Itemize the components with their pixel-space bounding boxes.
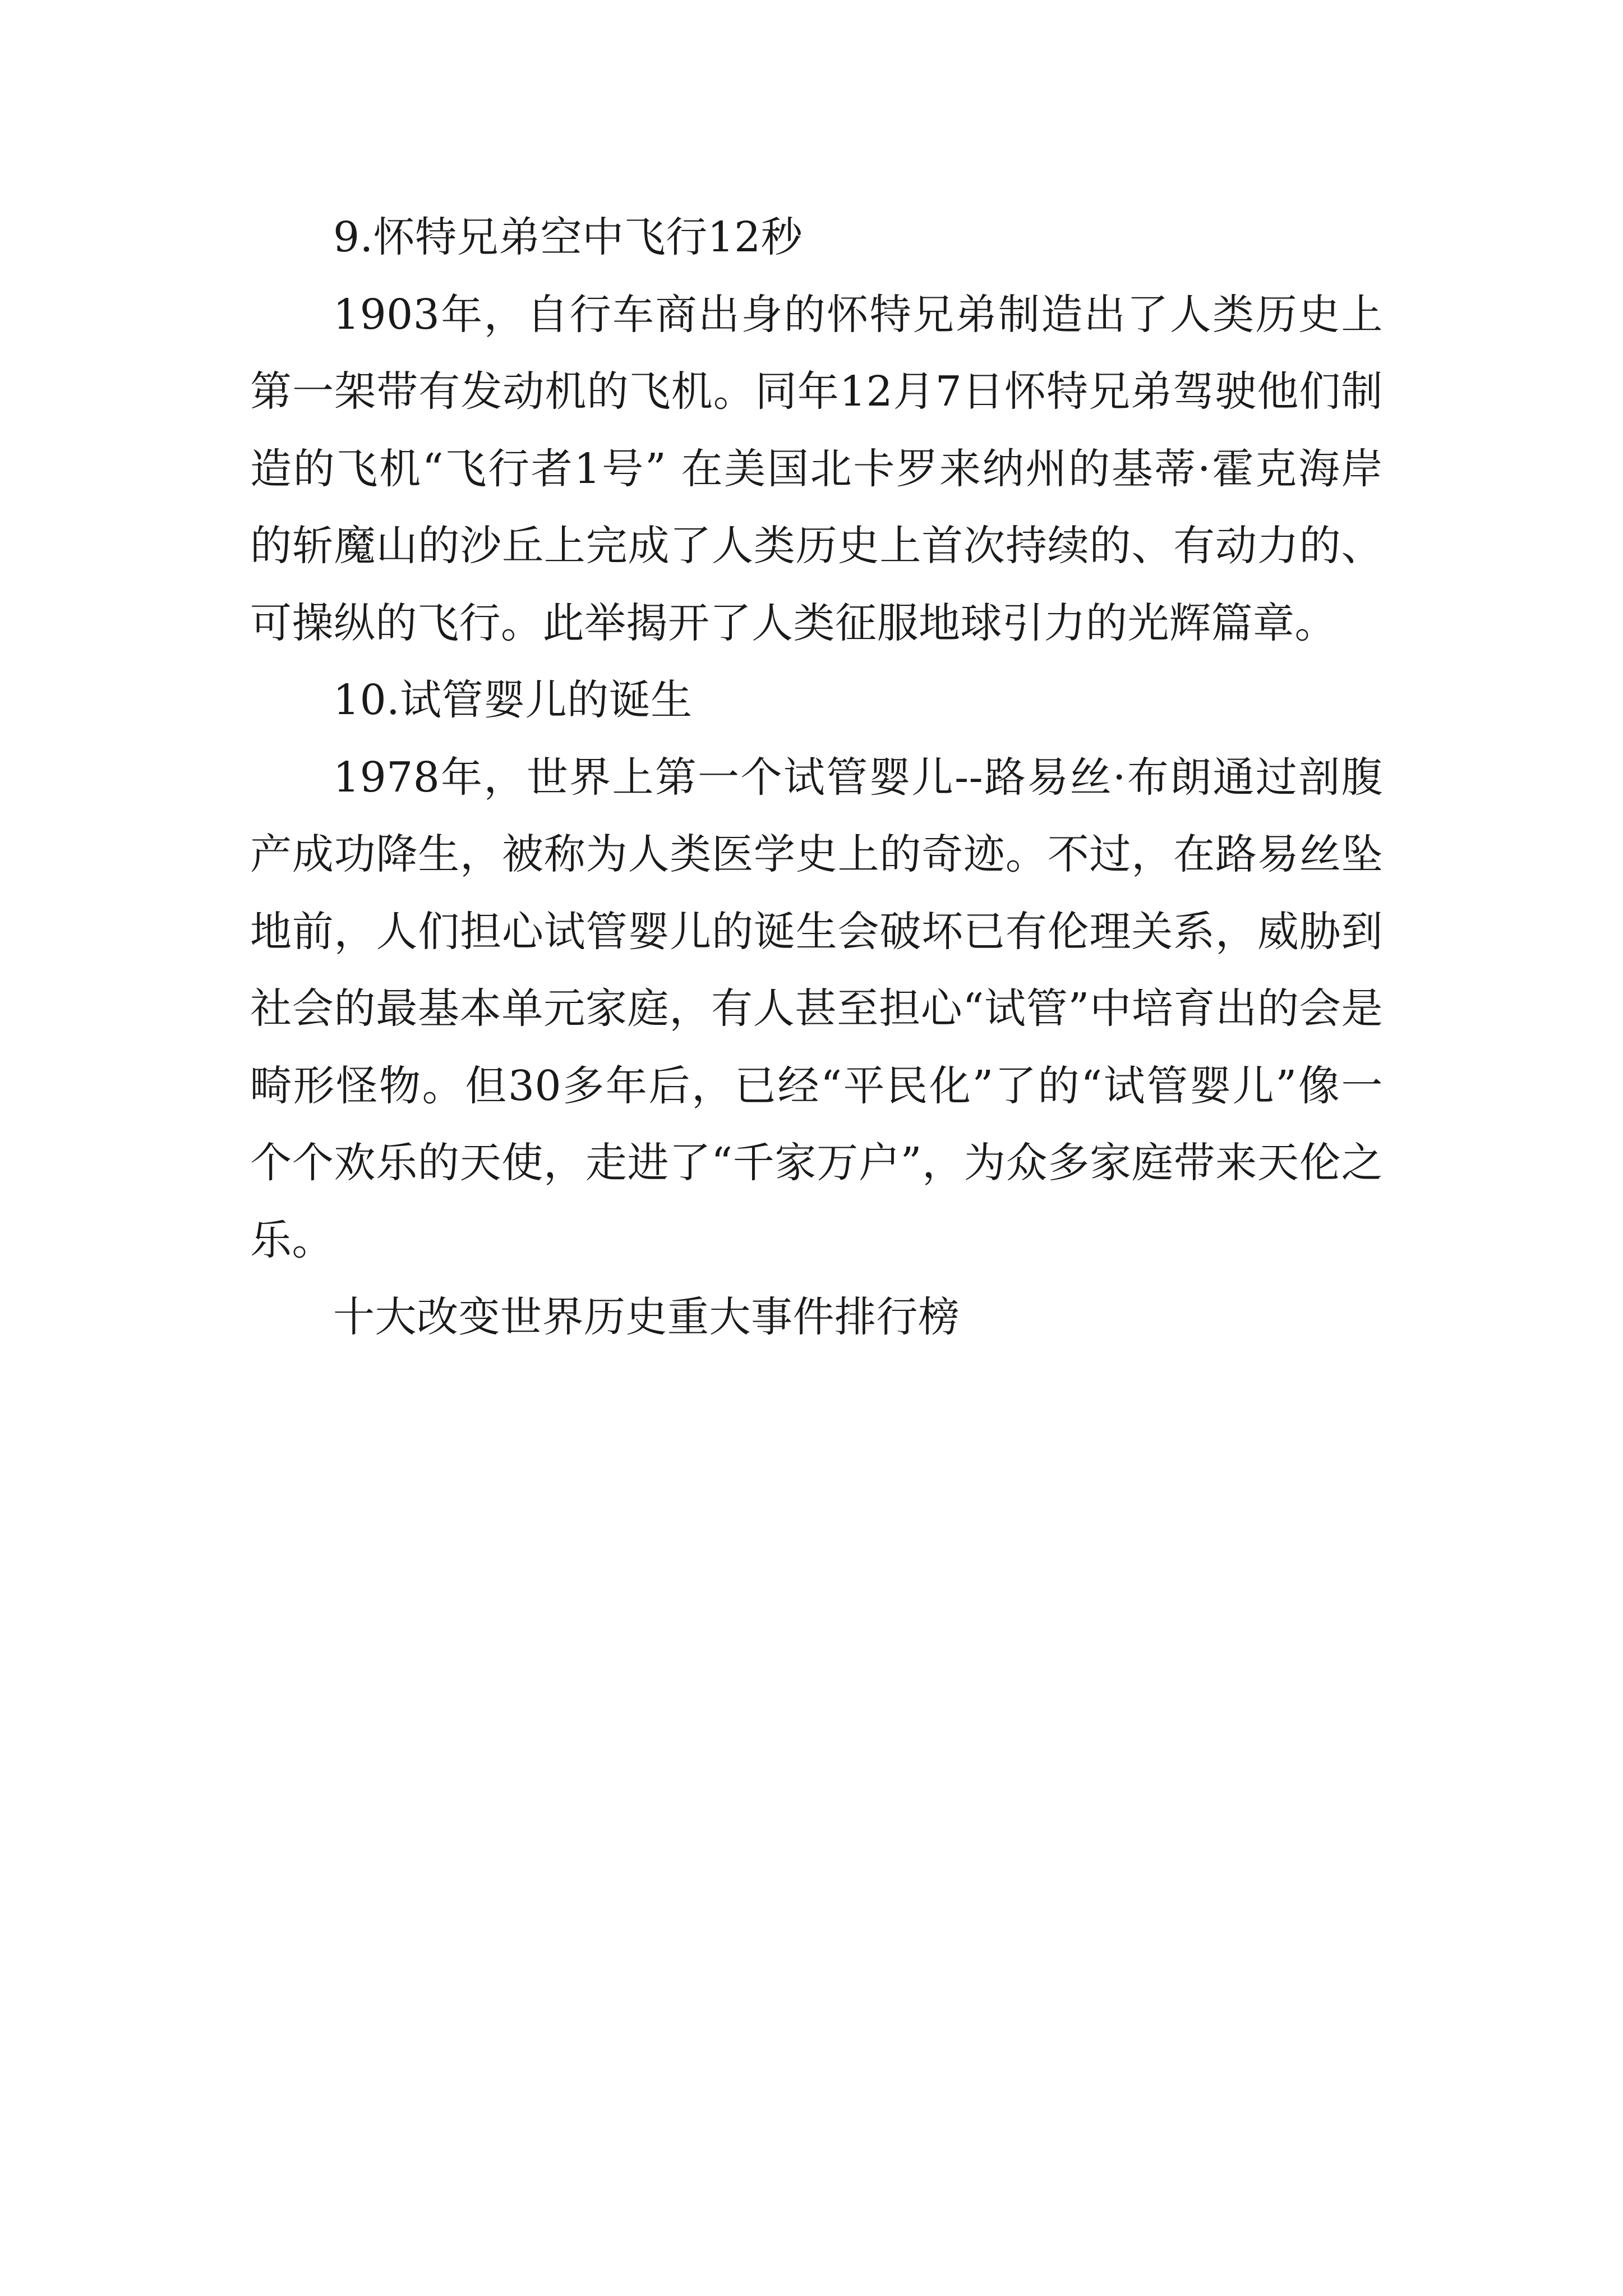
document-body	[250, 199, 1383, 1356]
section-heading-test-tube-baby: 10.试管婴儿的诞生	[333, 676, 693, 724]
section-body-test-tube-baby: 1978年，世界上第一个试管婴儿--路易丝·布朗通过剖腹产成功降生，被称为人类医学史上的奇迹。不过，在路易丝坠地前，人们担心试管婴儿的诞生会破坏已有伦理关系，威胁到社会的最基本单元家庭，有人甚至担心“试管”中培育出的会是畸形怪物。但30多年后，已经“平民化”了的“试管婴儿”像一个个欢乐的天使，走进了“千家万户”，为众多家庭带来天伦之乐。	[250, 753, 1383, 1264]
section-heading-wright-brothers: 9.怀特兄弟空中飞行12秒	[333, 213, 803, 261]
section-body-wright-brothers: 1903年，自行车商出身的怀特兄弟制造出了人类历史上第一架带有发动机的飞机。同年12月7日怀特兄弟驾驶他们制造的飞机“飞行者1号” 在美国北卡罗来纳州的基蒂·霍克海岸的斩魔山的沙丘上完成了人类历史上首次持续的、有动力的、可操纵的飞行。此举揭开了人类征服地球引力的光辉篇章。	[250, 290, 1383, 647]
closing-line: 十大改变世界历史重大事件排行榜	[333, 1293, 960, 1341]
